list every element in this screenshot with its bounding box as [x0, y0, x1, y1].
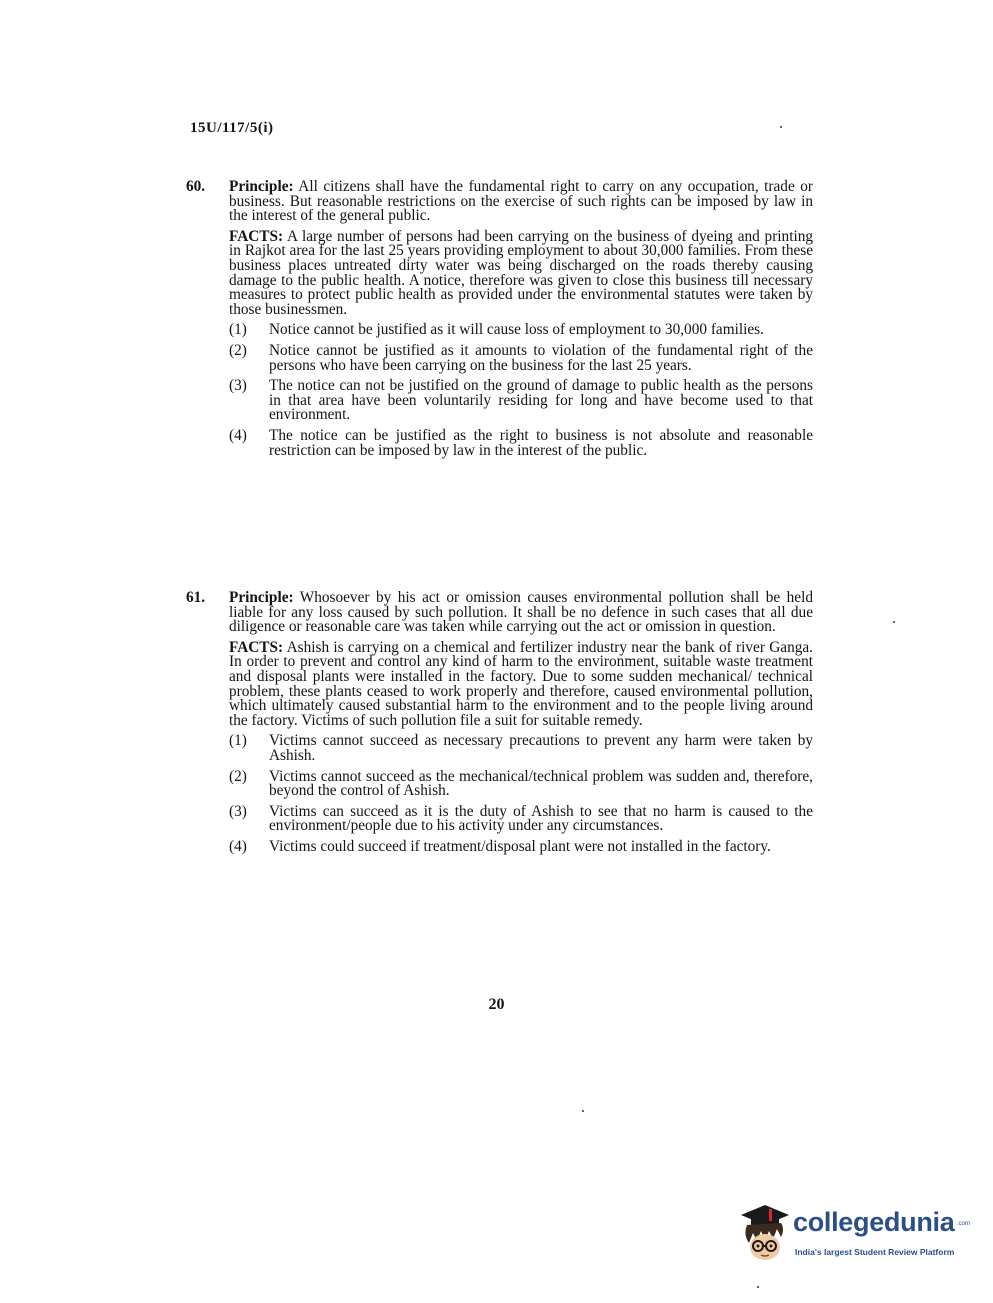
option-text: Notice cannot be justified as it amounts to violation of the fundamental right of the persons who have been carrying on the business for the last 25 years.	[269, 341, 813, 374]
principle-label: Principle:	[229, 178, 294, 195]
option-number: (4)	[229, 426, 247, 444]
options-list	[229, 323, 813, 458]
option-text: Notice cannot be justified as it will cause loss of employment to 30,000 families.	[269, 321, 764, 339]
option-1	[229, 734, 813, 763]
option-number: (2)	[229, 767, 247, 785]
principle-paragraph	[229, 591, 813, 635]
facts-paragraph	[229, 227, 813, 318]
option-2	[229, 341, 813, 374]
principle-text: All citizens shall have the fundamental right to carry on any occupation, trade or business. But reasonable restrictions on the exercise of such rights can be imposed by law in the interest of the general public.	[229, 178, 814, 225]
brand-tagline: India's largest Student Review Platform	[795, 1247, 955, 1257]
options-list	[229, 734, 813, 854]
option-text: The notice can be justified as the right to business is not absolute and reasonable restriction can be imposed by law in the interest of the public.	[269, 426, 813, 459]
option-text: Victims could succeed if treatment/disposal plant were not installed in the factory.	[269, 837, 771, 855]
page-number: 20	[488, 996, 505, 1013]
question-number: 60.	[186, 178, 206, 195]
scan-speck	[780, 126, 782, 128]
option-text: Victims can succeed as it is the duty of Ashish to see that no harm is caused to the environment/people due to his activity under any circumstances.	[269, 802, 813, 835]
option-number: (3)	[229, 802, 247, 820]
brand-domain-suffix: .com	[957, 1221, 971, 1227]
option-text: Victims cannot succeed as necessary precautions to prevent any harm were taken by Ashish.	[269, 732, 813, 764]
option-number: (4)	[229, 837, 247, 855]
question-61	[186, 589, 814, 861]
option-1	[229, 323, 813, 338]
facts-text: Ashish is carrying on a chemical and fertilizer industry near the bank of river Ganga. In order to prevent and control any kind of harm to the environment, suitable waste treatment and disposal plants were installed in the factory. Due to some sudden mechanical/ technical problem, these plants ceased to work properly and therefore, caused environmental pollution, which ultimately caused substantial harm to the environment and to the people living around the factory. Victims of such pollution file a suit for suitable remedy.	[229, 638, 814, 729]
facts-paragraph	[229, 638, 814, 729]
option-text: The notice can not be justified on the ground of damage to public health as the persons in that area have been voluntarily residing for long and have become used to that environment.	[269, 377, 813, 424]
scan-speck	[893, 621, 895, 623]
scan-speck	[757, 1286, 759, 1288]
principle-label: Principle:	[229, 589, 294, 606]
paper-code: 15U/117/5(i)	[190, 120, 274, 136]
option-number: (1)	[229, 321, 247, 339]
collegedunia-watermark	[735, 1195, 971, 1275]
student-mascot-icon	[735, 1199, 791, 1265]
option-3	[229, 379, 813, 423]
option-number: (1)	[229, 732, 247, 750]
facts-text: A large number of persons had been carrying on the business of dyeing and printing in Rajkot area for the last 25 years providing employment to about 30,000 families. From these business places untreated dirty water was being discharged on the roads thereby causing damage to the public health. A notice, therefore was given to close this business till necessary measures to protect public health as provided under the environmental statutes were taken by those businessmen.	[229, 227, 813, 318]
option-number: (3)	[229, 377, 247, 395]
principle-text: Whosoever by his act or omission causes environmental pollution shall be held liable for any loss caused by such pollution. It shall be no defence in such cases that all due diligence or reasonable care was taken while carrying out the act or omission in question.	[229, 589, 813, 636]
option-3	[229, 802, 813, 835]
option-text: Victims cannot succeed as the mechanical/technical problem was sudden and, therefore, beyond the control of Ashish.	[269, 767, 813, 800]
option-4	[229, 837, 813, 855]
question-number: 61.	[186, 589, 206, 606]
scan-speck	[582, 1110, 584, 1112]
facts-label: FACTS:	[229, 638, 284, 656]
option-number: (2)	[229, 341, 247, 359]
principle-paragraph	[229, 180, 813, 224]
question-60	[186, 178, 814, 464]
option-2	[229, 767, 813, 800]
facts-label: FACTS:	[229, 227, 284, 245]
brand-name: collegedunia	[793, 1207, 955, 1237]
option-4	[229, 426, 813, 459]
